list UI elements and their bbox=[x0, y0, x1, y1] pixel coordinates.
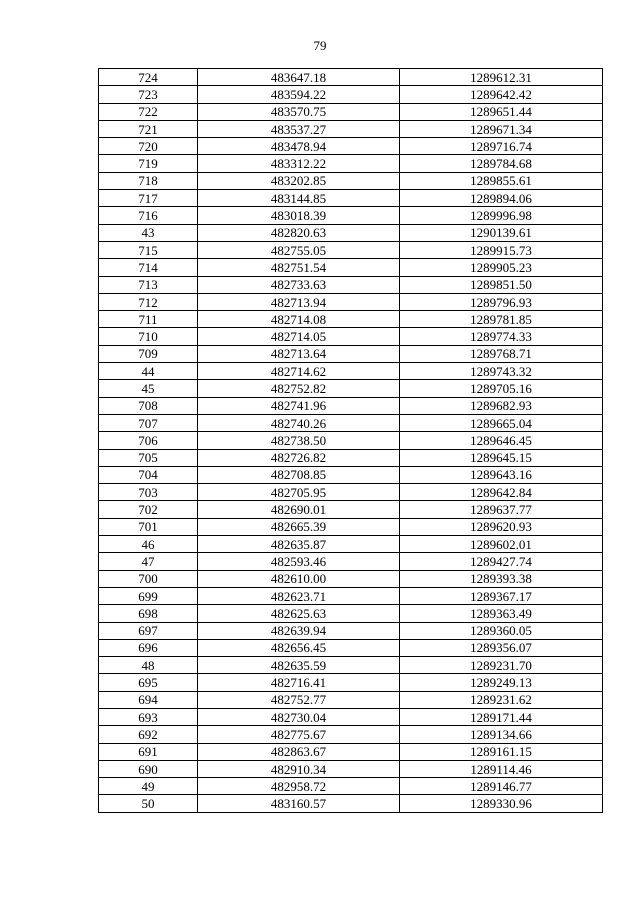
point-number-cell: 690 bbox=[99, 760, 198, 777]
point-number-cell: 703 bbox=[99, 484, 198, 501]
table-row bbox=[99, 414, 603, 431]
x-coordinate-cell: 483160.57 bbox=[198, 795, 400, 812]
y-coordinate-cell: 1289356.07 bbox=[400, 639, 603, 656]
point-number-cell: 720 bbox=[99, 138, 198, 155]
y-coordinate-cell: 1289360.05 bbox=[400, 622, 603, 639]
y-coordinate-cell: 1289602.01 bbox=[400, 536, 603, 553]
x-coordinate-cell: 482751.54 bbox=[198, 259, 400, 276]
table-row bbox=[99, 363, 603, 380]
x-coordinate-cell: 482820.63 bbox=[198, 224, 400, 241]
table-row bbox=[99, 241, 603, 258]
x-coordinate-cell: 482635.59 bbox=[198, 657, 400, 674]
table-row bbox=[99, 380, 603, 397]
point-number-cell: 49 bbox=[99, 778, 198, 795]
y-coordinate-cell: 1289665.04 bbox=[400, 414, 603, 431]
x-coordinate-cell: 482726.82 bbox=[198, 449, 400, 466]
point-number-cell: 691 bbox=[99, 743, 198, 760]
y-coordinate-cell: 1289637.77 bbox=[400, 501, 603, 518]
y-coordinate-cell: 1289705.16 bbox=[400, 380, 603, 397]
table-row bbox=[99, 587, 603, 604]
y-coordinate-cell: 1289367.17 bbox=[400, 587, 603, 604]
y-coordinate-cell: 1289768.71 bbox=[400, 345, 603, 362]
point-number-cell: 695 bbox=[99, 674, 198, 691]
y-coordinate-cell: 1289781.85 bbox=[400, 311, 603, 328]
x-coordinate-cell: 483570.75 bbox=[198, 103, 400, 120]
x-coordinate-cell: 482733.63 bbox=[198, 276, 400, 293]
table-row bbox=[99, 657, 603, 674]
point-number-cell: 723 bbox=[99, 86, 198, 103]
y-coordinate-cell: 1289784.68 bbox=[400, 155, 603, 172]
table-row bbox=[99, 726, 603, 743]
table-row bbox=[99, 778, 603, 795]
table-row bbox=[99, 311, 603, 328]
y-coordinate-cell: 1289134.66 bbox=[400, 726, 603, 743]
point-number-cell: 693 bbox=[99, 708, 198, 725]
y-coordinate-cell: 1289905.23 bbox=[400, 259, 603, 276]
y-coordinate-cell: 1289716.74 bbox=[400, 138, 603, 155]
x-coordinate-cell: 482705.95 bbox=[198, 484, 400, 501]
point-number-cell: 702 bbox=[99, 501, 198, 518]
y-coordinate-cell: 1289796.93 bbox=[400, 293, 603, 310]
table-row bbox=[99, 518, 603, 535]
x-coordinate-cell: 482690.01 bbox=[198, 501, 400, 518]
x-coordinate-cell: 482740.26 bbox=[198, 414, 400, 431]
table-row bbox=[99, 553, 603, 570]
x-coordinate-cell: 482713.64 bbox=[198, 345, 400, 362]
point-number-cell: 47 bbox=[99, 553, 198, 570]
x-coordinate-cell: 482755.05 bbox=[198, 241, 400, 258]
table-row bbox=[99, 172, 603, 189]
point-number-cell: 707 bbox=[99, 414, 198, 431]
y-coordinate-cell: 1289249.13 bbox=[400, 674, 603, 691]
y-coordinate-cell: 1289171.44 bbox=[400, 708, 603, 725]
y-coordinate-cell: 1289646.45 bbox=[400, 432, 603, 449]
y-coordinate-cell: 1289620.93 bbox=[400, 518, 603, 535]
point-number-cell: 715 bbox=[99, 241, 198, 258]
x-coordinate-cell: 482665.39 bbox=[198, 518, 400, 535]
point-number-cell: 700 bbox=[99, 570, 198, 587]
table-row bbox=[99, 466, 603, 483]
point-number-cell: 48 bbox=[99, 657, 198, 674]
table-row bbox=[99, 674, 603, 691]
point-number-cell: 713 bbox=[99, 276, 198, 293]
x-coordinate-cell: 483478.94 bbox=[198, 138, 400, 155]
x-coordinate-cell: 482714.08 bbox=[198, 311, 400, 328]
y-coordinate-cell: 1289146.77 bbox=[400, 778, 603, 795]
point-number-cell: 717 bbox=[99, 190, 198, 207]
y-coordinate-cell: 1289855.61 bbox=[400, 172, 603, 189]
point-number-cell: 708 bbox=[99, 397, 198, 414]
x-coordinate-cell: 482635.87 bbox=[198, 536, 400, 553]
table-row bbox=[99, 69, 603, 86]
point-number-cell: 46 bbox=[99, 536, 198, 553]
point-number-cell: 43 bbox=[99, 224, 198, 241]
table-row bbox=[99, 743, 603, 760]
y-coordinate-cell: 1289774.33 bbox=[400, 328, 603, 345]
point-number-cell: 45 bbox=[99, 380, 198, 397]
y-coordinate-cell: 1289682.93 bbox=[400, 397, 603, 414]
point-number-cell: 698 bbox=[99, 605, 198, 622]
point-number-cell: 718 bbox=[99, 172, 198, 189]
x-coordinate-cell: 482752.82 bbox=[198, 380, 400, 397]
x-coordinate-cell: 482656.45 bbox=[198, 639, 400, 656]
table-row bbox=[99, 760, 603, 777]
x-coordinate-cell: 482714.05 bbox=[198, 328, 400, 345]
point-number-cell: 44 bbox=[99, 363, 198, 380]
table-row bbox=[99, 501, 603, 518]
x-coordinate-cell: 482863.67 bbox=[198, 743, 400, 760]
table-row bbox=[99, 276, 603, 293]
table-row bbox=[99, 432, 603, 449]
y-coordinate-cell: 1290139.61 bbox=[400, 224, 603, 241]
x-coordinate-cell: 482741.96 bbox=[198, 397, 400, 414]
point-number-cell: 694 bbox=[99, 691, 198, 708]
y-coordinate-cell: 1289612.31 bbox=[400, 69, 603, 86]
x-coordinate-cell: 483594.22 bbox=[198, 86, 400, 103]
point-number-cell: 692 bbox=[99, 726, 198, 743]
x-coordinate-cell: 482625.63 bbox=[198, 605, 400, 622]
point-number-cell: 705 bbox=[99, 449, 198, 466]
x-coordinate-cell: 482714.62 bbox=[198, 363, 400, 380]
y-coordinate-cell: 1289851.50 bbox=[400, 276, 603, 293]
y-coordinate-cell: 1289114.46 bbox=[400, 760, 603, 777]
table-row bbox=[99, 293, 603, 310]
table-row bbox=[99, 224, 603, 241]
table-row bbox=[99, 622, 603, 639]
point-number-cell: 704 bbox=[99, 466, 198, 483]
y-coordinate-cell: 1289642.84 bbox=[400, 484, 603, 501]
x-coordinate-cell: 482623.71 bbox=[198, 587, 400, 604]
point-number-cell: 719 bbox=[99, 155, 198, 172]
x-coordinate-cell: 483537.27 bbox=[198, 120, 400, 137]
x-coordinate-cell: 482593.46 bbox=[198, 553, 400, 570]
table-row bbox=[99, 345, 603, 362]
x-coordinate-cell: 482738.50 bbox=[198, 432, 400, 449]
x-coordinate-cell: 482716.41 bbox=[198, 674, 400, 691]
table-row bbox=[99, 190, 603, 207]
x-coordinate-cell: 482958.72 bbox=[198, 778, 400, 795]
table-row bbox=[99, 155, 603, 172]
point-number-cell: 710 bbox=[99, 328, 198, 345]
y-coordinate-cell: 1289427.74 bbox=[400, 553, 603, 570]
x-coordinate-cell: 482639.94 bbox=[198, 622, 400, 639]
x-coordinate-cell: 482910.34 bbox=[198, 760, 400, 777]
table-row bbox=[99, 795, 603, 812]
table-row bbox=[99, 639, 603, 656]
point-number-cell: 696 bbox=[99, 639, 198, 656]
table-row bbox=[99, 259, 603, 276]
table-row bbox=[99, 536, 603, 553]
point-number-cell: 701 bbox=[99, 518, 198, 535]
point-number-cell: 711 bbox=[99, 311, 198, 328]
y-coordinate-cell: 1289743.32 bbox=[400, 363, 603, 380]
y-coordinate-cell: 1289363.49 bbox=[400, 605, 603, 622]
x-coordinate-cell: 482775.67 bbox=[198, 726, 400, 743]
y-coordinate-cell: 1289645.15 bbox=[400, 449, 603, 466]
y-coordinate-cell: 1289643.16 bbox=[400, 466, 603, 483]
point-number-cell: 714 bbox=[99, 259, 198, 276]
coordinates-table-body bbox=[99, 69, 603, 813]
table-row bbox=[99, 708, 603, 725]
x-coordinate-cell: 483312.22 bbox=[198, 155, 400, 172]
point-number-cell: 716 bbox=[99, 207, 198, 224]
y-coordinate-cell: 1289671.34 bbox=[400, 120, 603, 137]
table-row bbox=[99, 605, 603, 622]
y-coordinate-cell: 1289330.96 bbox=[400, 795, 603, 812]
y-coordinate-cell: 1289231.62 bbox=[400, 691, 603, 708]
x-coordinate-cell: 482713.94 bbox=[198, 293, 400, 310]
x-coordinate-cell: 482610.00 bbox=[198, 570, 400, 587]
point-number-cell: 709 bbox=[99, 345, 198, 362]
point-number-cell: 699 bbox=[99, 587, 198, 604]
y-coordinate-cell: 1289996.98 bbox=[400, 207, 603, 224]
point-number-cell: 712 bbox=[99, 293, 198, 310]
table-row bbox=[99, 397, 603, 414]
table-row bbox=[99, 138, 603, 155]
point-number-cell: 724 bbox=[99, 69, 198, 86]
table-row bbox=[99, 484, 603, 501]
table-row bbox=[99, 449, 603, 466]
y-coordinate-cell: 1289231.70 bbox=[400, 657, 603, 674]
x-coordinate-cell: 482730.04 bbox=[198, 708, 400, 725]
point-number-cell: 706 bbox=[99, 432, 198, 449]
x-coordinate-cell: 483144.85 bbox=[198, 190, 400, 207]
point-number-cell: 722 bbox=[99, 103, 198, 120]
table-row bbox=[99, 103, 603, 120]
y-coordinate-cell: 1289161.15 bbox=[400, 743, 603, 760]
y-coordinate-cell: 1289393.38 bbox=[400, 570, 603, 587]
x-coordinate-cell: 483018.39 bbox=[198, 207, 400, 224]
table-row bbox=[99, 86, 603, 103]
coordinates-table bbox=[98, 68, 603, 813]
point-number-cell: 697 bbox=[99, 622, 198, 639]
page-number: 79 bbox=[313, 38, 327, 53]
table-row bbox=[99, 328, 603, 345]
x-coordinate-cell: 482752.77 bbox=[198, 691, 400, 708]
point-number-cell: 721 bbox=[99, 120, 198, 137]
table-row bbox=[99, 570, 603, 587]
x-coordinate-cell: 483647.18 bbox=[198, 69, 400, 86]
table-row bbox=[99, 120, 603, 137]
y-coordinate-cell: 1289894.06 bbox=[400, 190, 603, 207]
y-coordinate-cell: 1289651.44 bbox=[400, 103, 603, 120]
x-coordinate-cell: 483202.85 bbox=[198, 172, 400, 189]
x-coordinate-cell: 482708.85 bbox=[198, 466, 400, 483]
y-coordinate-cell: 1289915.73 bbox=[400, 241, 603, 258]
y-coordinate-cell: 1289642.42 bbox=[400, 86, 603, 103]
point-number-cell: 50 bbox=[99, 795, 198, 812]
table-row bbox=[99, 691, 603, 708]
table-row bbox=[99, 207, 603, 224]
